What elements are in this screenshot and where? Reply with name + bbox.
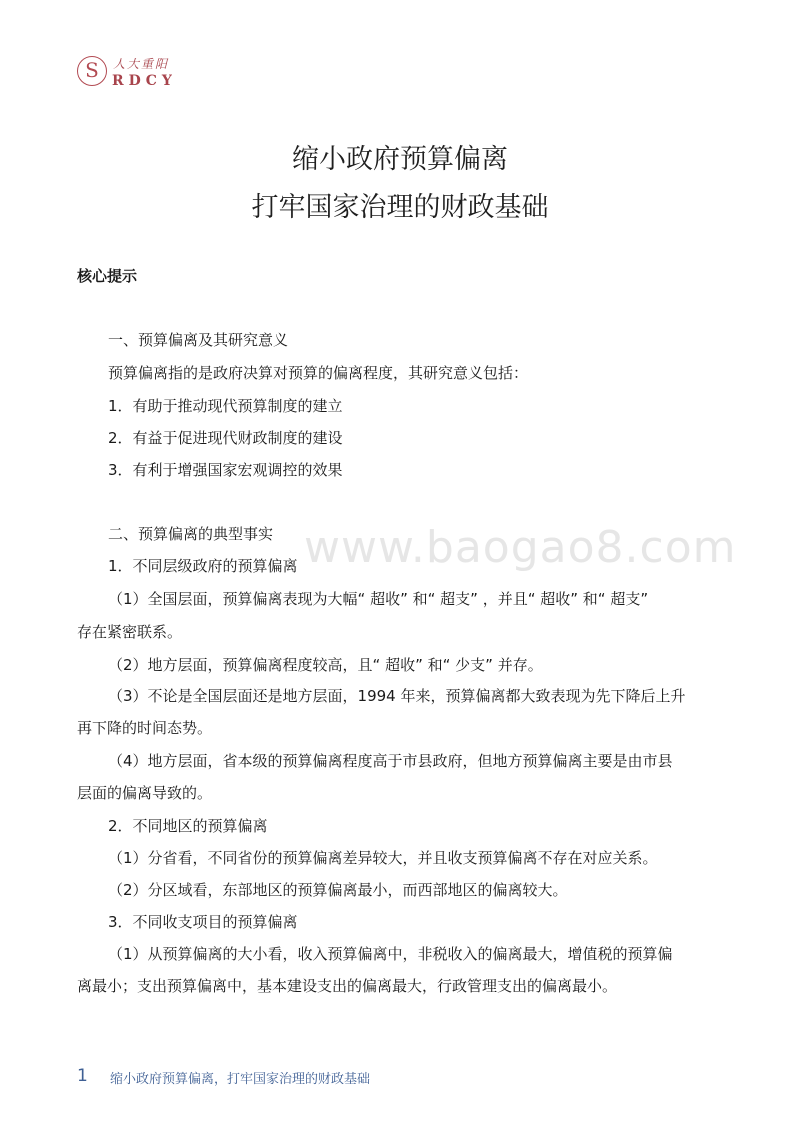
section-2-subheading-1: 1．不同层级政府的预算偏离 (108, 557, 298, 575)
logo-seal-icon: S (77, 56, 107, 86)
section-1-item-1: 1．有助于推动现代预算制度的建立 (108, 397, 343, 415)
section-2-paragraph-3-line-1: （3）不论是全国层面还是地方层面，1994 年来，预算偏离都大致表现为先下降后上升 (108, 687, 686, 705)
page-number: 1 (77, 1066, 88, 1086)
section-2-paragraph-4-line-1: （4）地方层面，省本级的预算偏离程度高于市县政府，但地方预算偏离主要是由市县 (108, 752, 673, 770)
rdcy-logo (77, 53, 197, 93)
logo-english-name: RDCY (112, 73, 177, 89)
section-2-paragraph-2: （2）地方层面，预算偏离程度较高，且“ 超收” 和“ 少支” 并存。 (108, 656, 543, 674)
section-2-paragraph-5: （1）分省看，不同省份的预算偏离差异较大，并且收支预算偏离不存在对应关系。 (108, 849, 658, 867)
logo-chinese-name: 人大重阳 (113, 57, 170, 71)
section-1-intro: 预算偏离指的是政府决算对预算的偏离程度，其研究意义包括： (108, 364, 529, 382)
key-points-heading: 核心提示 (77, 267, 138, 285)
section-1-item-2: 2．有益于促进现代财政制度的建设 (108, 429, 343, 447)
section-1-heading: 一、预算偏离及其研究意义 (108, 331, 289, 349)
section-2-subheading-3: 3．不同收支项目的预算偏离 (108, 913, 298, 931)
running-title: 缩小政府预算偏离，打牢国家治理的财政基础 (110, 1072, 371, 1087)
section-2-paragraph-6: （2）分区域看，东部地区的预算偏离最小，而西部地区的偏离较大。 (108, 881, 568, 899)
section-2-paragraph-7-line-2: 离最小；支出预算偏离中，基本建设支出的偏离最大，行政管理支出的偏离最小。 (77, 977, 618, 995)
section-2-paragraph-1-line-2: 存在紧密联系。 (77, 623, 183, 641)
document-title-line-2: 打牢国家治理的财政基础 (251, 192, 549, 223)
section-1-item-3: 3．有利于增强国家宏观调控的效果 (108, 461, 343, 479)
section-2-paragraph-4-line-2: 层面的偏离导致的。 (77, 784, 213, 802)
section-2-paragraph-7-line-1: （1）从预算偏离的大小看，收入预算偏离中，非税收入的偏离最大，增值税的预算偏 (108, 945, 673, 963)
watermark: www.baogao8.com (304, 522, 737, 573)
document-title-line-1: 缩小政府预算偏离 (292, 144, 508, 175)
section-2-paragraph-1-line-1: （1）全国层面，预算偏离表现为大幅“ 超收” 和“ 超支” ，并且“ 超收” 和“ 超支” (108, 590, 649, 608)
section-2-heading: 二、预算偏离的典型事实 (108, 525, 274, 543)
section-2-subheading-2: 2．不同地区的预算偏离 (108, 817, 268, 835)
section-2-paragraph-3-line-2: 再下降的时间态势。 (77, 719, 213, 737)
